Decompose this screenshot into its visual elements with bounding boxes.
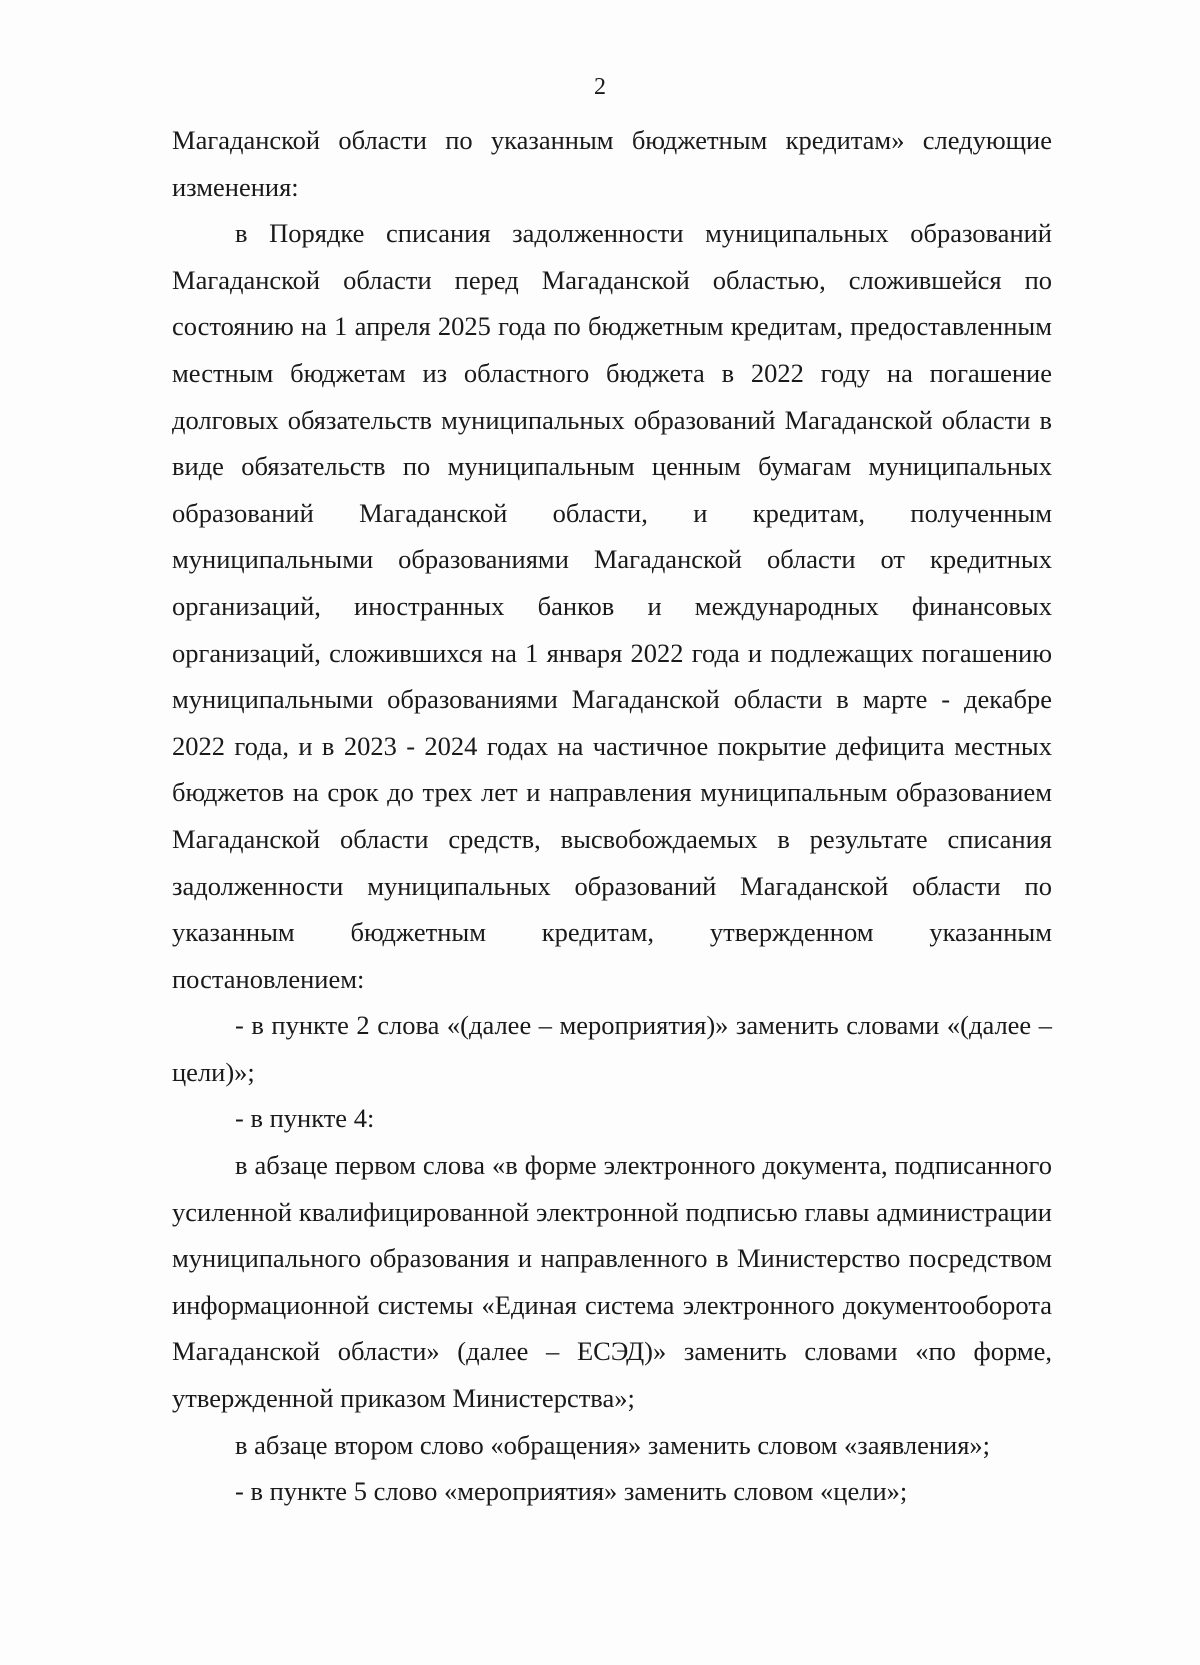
paragraph-item-5-change: - в пункте 5 слово «мероприятия» заменить словом «цели»; [235,1476,908,1507]
paragraph-item-2-change: - в пункте 2 слова «(далее – мероприятия)» заменить словами «(далее – цели)»; [172,1010,1052,1087]
page-number: 2 [594,74,606,100]
paragraph-intro-continuation: Магаданской области по указанным бюджетным кредитам» следующие изменения: [172,125,1052,202]
paragraph-item-4-header: - в пункте 4: [235,1103,375,1134]
paragraph-item-4-first-clause: в абзаце первом слова «в форме электронного документа, подписанного усиленной квалифицированной электронной подписью главы администрации муниципального образования и направленного в Министерство посредством информационной системы «Единая система электронного документооборота Магаданской области» (далее – ЕСЭД)» заменить словами «по форме, утвержденной приказом Министерства»; [172,1150,1052,1414]
document-body [172,117,1052,1515]
paragraph-procedure-amendment: в Порядке списания задолженности муниципальных образований Магаданской области перед Магаданской областью, сложившейся по состоянию на 1 апреля 2025 года по бюджетным кредитам, предоставленным местным бюджетам из областного бюджета в 2022 году на погашение долговых обязательств муниципальных образований Магаданской области в виде обязательств по муниципальным ценным бумагам муниципальных образований Магаданской области, и кредитам, полученным муниципальными образованиями Магаданской области от кредитных организаций, иностранных банков и международных финансовых организаций, сложившихся на 1 января 2022 года и подлежащих погашению муниципальными образованиями Магаданской области в марте - декабре 2022 года, и в 2023 - 2024 годах на частичное покрытие дефицита местных бюджетов на срок до трех лет и направления муниципальным образованием Магаданской области средств, высвобождаемых в результате списания задолженности муниципальных образований Магаданской области по указанным бюджетным кредитам, утвержденном указанным постановлением: [172,218,1052,994]
paragraph-item-4-second-clause: в абзаце втором слово «обращения» заменить словом «заявления»; [235,1429,991,1460]
